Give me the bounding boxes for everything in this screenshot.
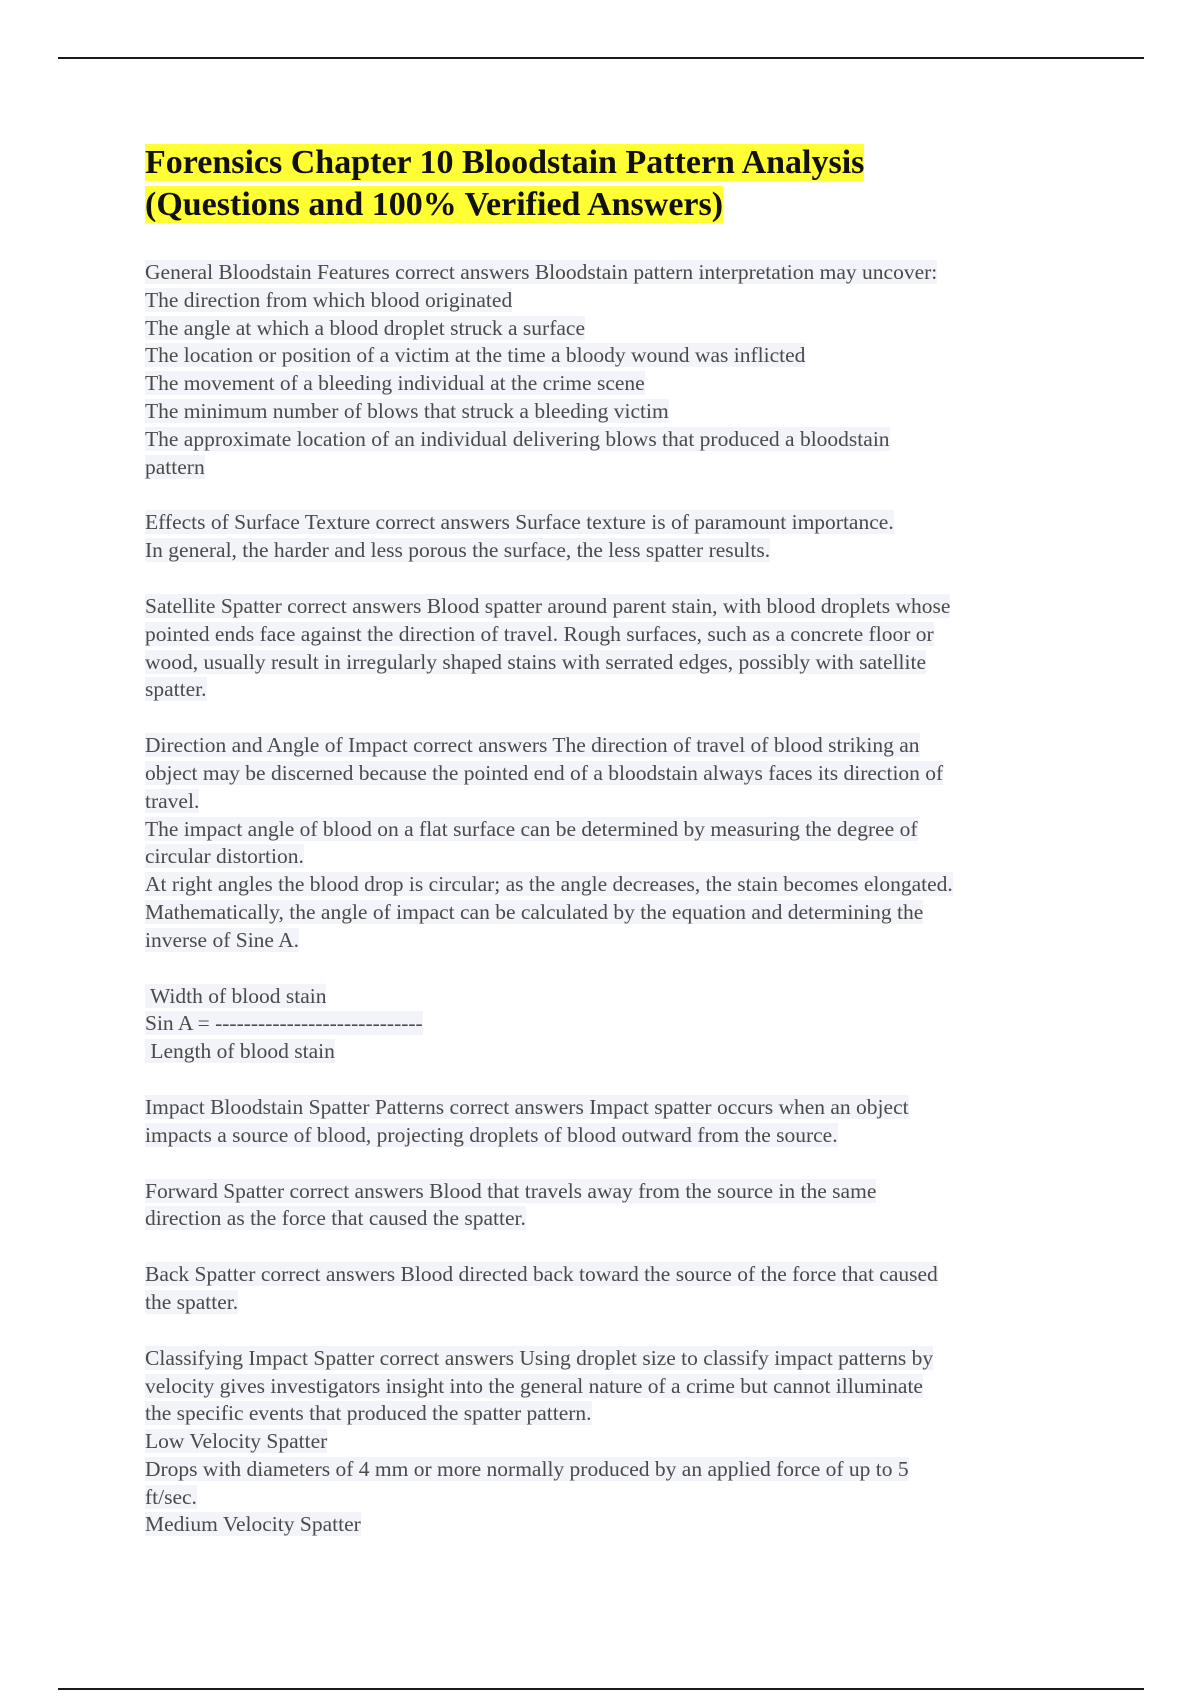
text-line xyxy=(145,342,1145,370)
text-line xyxy=(145,1261,1145,1289)
text-line xyxy=(145,1178,1145,1206)
text-line-content: impacts a source of blood, projecting droplets of blood outward from the source. xyxy=(145,1122,838,1147)
text-line xyxy=(145,1400,1145,1428)
text-line-content: The direction from which blood originated xyxy=(145,287,513,312)
title-line-2: (Questions and 100% Verified Answers) xyxy=(145,186,724,223)
text-line xyxy=(145,426,1145,454)
text-line-content: The minimum number of blows that struck a bleeding victim xyxy=(145,398,669,423)
text-line xyxy=(145,287,1145,315)
text-line-content: Back Spatter correct answers Blood directed back toward the source of the force that caused xyxy=(145,1262,938,1287)
qa-entry xyxy=(145,1345,1145,1540)
text-line xyxy=(145,871,1145,899)
text-line-content: Mathematically, the angle of impact can be calculated by the equation and determining the xyxy=(145,899,924,924)
text-line xyxy=(145,816,1145,844)
qa-entry xyxy=(145,1261,1145,1317)
top-rule xyxy=(58,57,1144,59)
text-line-content: The movement of a bleeding individual at the crime scene xyxy=(145,371,645,396)
document-body xyxy=(145,142,1145,1567)
text-line xyxy=(145,1456,1145,1484)
text-line-content: At right angles the blood drop is circular; as the angle decreases, the stain becomes elongated. xyxy=(145,872,953,897)
text-line xyxy=(145,621,1145,649)
text-line xyxy=(145,593,1145,621)
text-line-content: Satellite Spatter correct answers Blood spatter around parent stain, with blood droplets whose xyxy=(145,593,951,618)
qa-entry xyxy=(145,593,1145,704)
text-line-content: spatter. xyxy=(145,677,207,702)
text-line xyxy=(145,760,1145,788)
text-line-content: direction as the force that caused the spatter. xyxy=(145,1206,526,1231)
text-line-content: The location or position of a victim at the time a bloody wound was inflicted xyxy=(145,343,806,368)
text-line xyxy=(145,1122,1145,1150)
text-line-content: pattern xyxy=(145,454,205,479)
text-line xyxy=(145,676,1145,704)
text-line xyxy=(145,1289,1145,1317)
text-line-content: circular distortion. xyxy=(145,844,304,869)
text-line-content: Drops with diameters of 4 mm or more normally produced by an applied force of up to 5 xyxy=(145,1456,909,1481)
text-line-content: Length of blood stain xyxy=(145,1039,335,1064)
text-line-content: wood, usually result in irregularly shaped stains with serrated edges, possibly with satellite xyxy=(145,649,927,674)
text-line xyxy=(145,1484,1145,1512)
text-line xyxy=(145,370,1145,398)
text-line-content: pointed ends face against the direction of travel. Rough surfaces, such as a concrete floor or xyxy=(145,621,934,646)
text-line xyxy=(145,509,1145,537)
text-line xyxy=(145,732,1145,760)
text-line-content: object may be discerned because the pointed end of a bloodstain always faces its direction of xyxy=(145,760,944,785)
text-line-content: the spatter. xyxy=(145,1289,239,1314)
sine-formula xyxy=(145,983,1145,1066)
qa-entry xyxy=(145,1094,1145,1150)
text-line xyxy=(145,649,1145,677)
text-line-content: The impact angle of blood on a flat surface can be determined by measuring the degree of xyxy=(145,816,918,841)
text-line xyxy=(145,1345,1145,1373)
qa-entry xyxy=(145,259,1145,481)
text-line-content: The angle at which a blood droplet struck a surface xyxy=(145,315,585,340)
title-line-1: Forensics Chapter 10 Bloodstain Pattern Analysis xyxy=(145,144,865,181)
text-line xyxy=(145,1038,1145,1066)
qa-entries xyxy=(145,259,1145,1539)
text-line xyxy=(145,1373,1145,1401)
text-line-content: Low Velocity Spatter xyxy=(145,1429,328,1454)
document-title xyxy=(145,142,1145,226)
qa-entry xyxy=(145,1178,1145,1234)
text-line xyxy=(145,788,1145,816)
text-line-content: the specific events that produced the spatter pattern. xyxy=(145,1401,592,1426)
text-line-content: The approximate location of an individual delivering blows that produced a bloodstain xyxy=(145,426,890,451)
text-line xyxy=(145,1428,1145,1456)
text-line-content: Impact Bloodstain Spatter Patterns correct answers Impact spatter occurs when an object xyxy=(145,1094,909,1119)
text-line xyxy=(145,1010,1145,1038)
text-line-content: Width of blood stain xyxy=(145,983,327,1008)
text-line-content: Medium Velocity Spatter xyxy=(145,1512,361,1537)
text-line xyxy=(145,315,1145,343)
qa-entry xyxy=(145,509,1145,565)
text-line-content: Effects of Surface Texture correct answers Surface texture is of paramount importance. xyxy=(145,510,894,535)
text-line xyxy=(145,454,1145,482)
text-line xyxy=(145,983,1145,1011)
text-line-content: In general, the harder and less porous the surface, the less spatter results. xyxy=(145,538,771,563)
text-line-content: travel. xyxy=(145,788,200,813)
text-line xyxy=(145,843,1145,871)
text-line-content: General Bloodstain Features correct answers Bloodstain pattern interpretation may uncover: xyxy=(145,260,938,284)
text-line xyxy=(145,899,1145,927)
qa-entry xyxy=(145,732,1145,954)
text-line xyxy=(145,1511,1145,1539)
text-line-content: inverse of Sine A. xyxy=(145,927,300,952)
text-line xyxy=(145,1094,1145,1122)
bottom-rule xyxy=(58,1688,1144,1690)
text-line-content: Forward Spatter correct answers Blood that travels away from the source in the same xyxy=(145,1178,877,1203)
text-line-content: ft/sec. xyxy=(145,1484,197,1509)
text-line-content: velocity gives investigators insight into the general nature of a crime but cannot illuminate xyxy=(145,1373,923,1398)
text-line-content: Classifying Impact Spatter correct answers Using droplet size to classify impact patterns by xyxy=(145,1345,934,1370)
text-line xyxy=(145,1205,1145,1233)
text-line xyxy=(145,537,1145,565)
text-line xyxy=(145,927,1145,955)
text-line-content: Direction and Angle of Impact correct answers The direction of travel of blood striking an xyxy=(145,733,920,758)
text-line xyxy=(145,398,1145,426)
text-line-content: Sin A = ----------------------------- xyxy=(145,1011,423,1036)
text-line xyxy=(145,259,1145,287)
